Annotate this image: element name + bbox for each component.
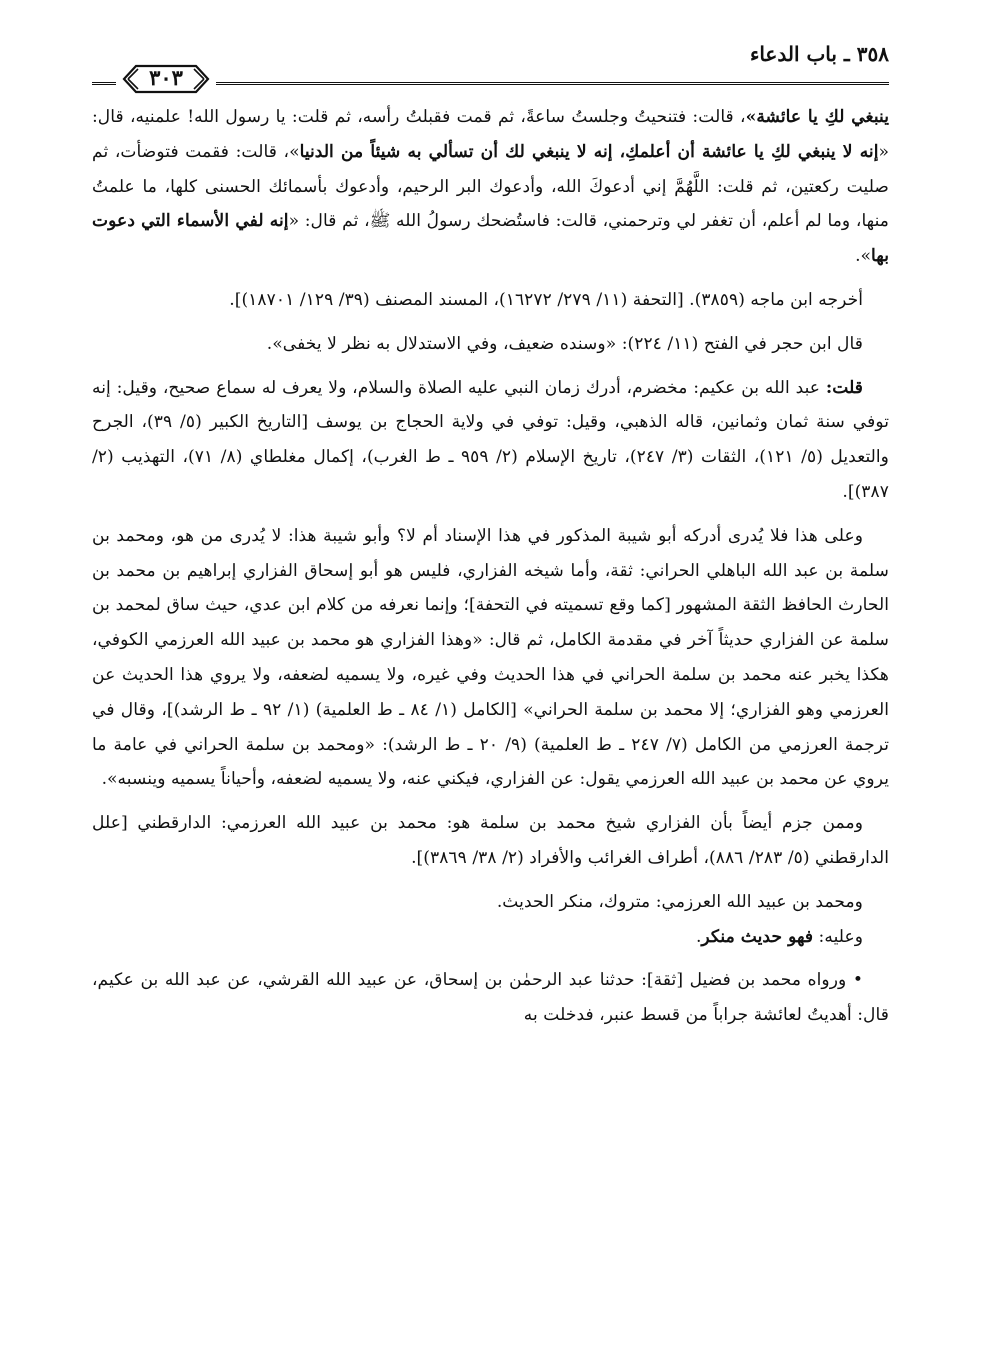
- alternate-narration-paragraph: • ورواه محمد بن فضيل [ثقة]: حدثنا عبد الرحمٰن بن إسحاق، عن عبيد الله القرشي، عن عبد الله بن عكيم، قال: أهديتُ لعائشة جراباً من قسط عنبر، فدخلت به: [92, 970, 889, 1026]
- verdict-end: .: [695, 926, 702, 947]
- verdict-line: [92, 920, 889, 955]
- narration-text: ».: [855, 246, 872, 267]
- verdict-lead: وعليه:: [813, 926, 863, 947]
- page-body: [92, 100, 889, 1042]
- verdict-bold: فهو حديث منكر: [701, 926, 814, 947]
- narration-text: ، قالت: فتنحيتُ وجلستُ ساعةً، ثم قمت فقبلتُ رأسه، ثم قلت: يا رسول الله! علمنيه، قال: «: [92, 107, 889, 162]
- hadith-text-paragraph: [92, 100, 889, 274]
- page-number-ornament: [116, 58, 216, 100]
- hadith-quote-bold: إنه لا ينبغي لكِ يا عائشة أن أعلمكِ، إنه لا ينبغي لك أن تسألي به شيئاً من الدنيا: [299, 141, 879, 162]
- chapter-title: ٣٥٨ ـ باب الدعاء: [749, 42, 889, 66]
- narrator-grading-line: ومحمد بن عبيد الله العرزمي: متروك، منكر الحديث.: [496, 891, 863, 912]
- hadith-quote-bold: ينبغي لكِ يا عائشة»: [745, 107, 889, 127]
- narrator-note-paragraph: [92, 371, 889, 510]
- ibn-hajar-quote-paragraph: قال ابن حجر في الفتح (١١/ ٢٢٤): «وسنده ضعيف، وفي الاستدلال به نظر لا يخفى».: [266, 333, 863, 354]
- takhrij-paragraph: أخرجه ابن ماجه (٣٨٥٩). [التحفة (١١/ ٢٧٩/ ١٦٢٧٢)، المسند المصنف (٣٩/ ١٢٩/ ١٨٧٠١)].: [229, 289, 863, 310]
- daraqutni-paragraph: وممن جزم أيضاً بأن الفزاري شيخ محمد بن سلمة هو: محمد بن عبيد الله العرزمي: الدارقطني [علل الدارقطني (٥/ ٢٨٣/ ٨٨٦)، أطراف الغرائب والأفراد (٢/ ٣٨/ ٣٨٦٩)].: [92, 813, 889, 868]
- note-label: قلت:: [825, 377, 863, 398]
- note-text: عبد الله بن عكيم: مخضرم، أدرك زمان النبي عليه الصلاة والسلام، ولا يعرف له سماع صحيح، وقيل: إنه توفي سنة ثمان وثمانين، قاله الذهبي، وقيل: توفي في ولاية الحجاج بن يوسف [التاريخ الكبير (٥/ ٣٩)، الجرح والتعديل (٥/ ١٢١)، الثقات (٣/ ٢٤٧)، تاريخ الإسلام (٢/ ٩٥٩ ـ ط الغرب)، إكمال مغلطاي (٨/ ٧١)، التهذيب (٢/ ٣٨٧)].: [92, 377, 889, 502]
- narration-text: »، قالت: فقمت فتوضأت، ثم صليت ركعتين، ثم قلت: اللَّهُمَّ إني أدعوكَ الله، وأدعوك البر الرحيم، وأدعوك بأسمائك الحسنى كلها، ما علمتُ منها، وما لم أعلم، أن تغفر لي وترحمني، قالت: فاستُضحك رسولُ الله ﷺ، ثم قال: «: [92, 141, 889, 232]
- hadith-quote-bold: إنه لفي الأسماء التي دعوت بها: [92, 211, 889, 267]
- isnad-analysis-paragraph: وعلى هذا فلا يُدرى أدركه أبو شيبة المذكور في هذا الإسناد أم لا؟ وأبو شيبة هذا: لا يُدرى من هو، ومحمد بن سلمة بن عبد الله الباهلي الحراني: ثقة، وأما شيخه الفزاري، فليس هو أبو إسحاق الفزاري إبراهيم بن محمد بن الحارث الحافظ الثقة المشهور [كما وقع تسميته في التحفة]؛ وإنما نعرفه من كلام ابن عدي، حيث ساق لمحمد بن سلمة عن الفزاري حديثاً آخر في مقدمة الكامل، ثم قال: «وهذا الفزاري هو محمد بن عبيد الله العرزمي الكوفي، هكذا يخبر عنه محمد بن سلمة الحراني في هذا الحديث وفي غيره، ولا يسميه لضعفه، ولا يروي هذا الحديث عن العرزمي وهو الفزاري؛ إلا محمد بن سلمة الحراني» [الكامل (١/ ٨٤ ـ ط العلمية) (١/ ٩٢ ـ ط الرشد)]، وقال في ترجمة العرزمي من الكامل (٧/ ٢٤٧ ـ ط العلمية) (٩/ ٢٠ ـ ط الرشد): «ومحمد بن سلمة الحراني في عامة ما يروي عن محمد بن عبيد الله العرزمي يقول: عن الفزاري، فيكني عنه، ولا يسميه لضعفه، وأحياناً يسميه وينسبه».: [92, 525, 889, 790]
- page-number: ٣٠٣: [149, 65, 183, 90]
- page-header: [92, 34, 889, 98]
